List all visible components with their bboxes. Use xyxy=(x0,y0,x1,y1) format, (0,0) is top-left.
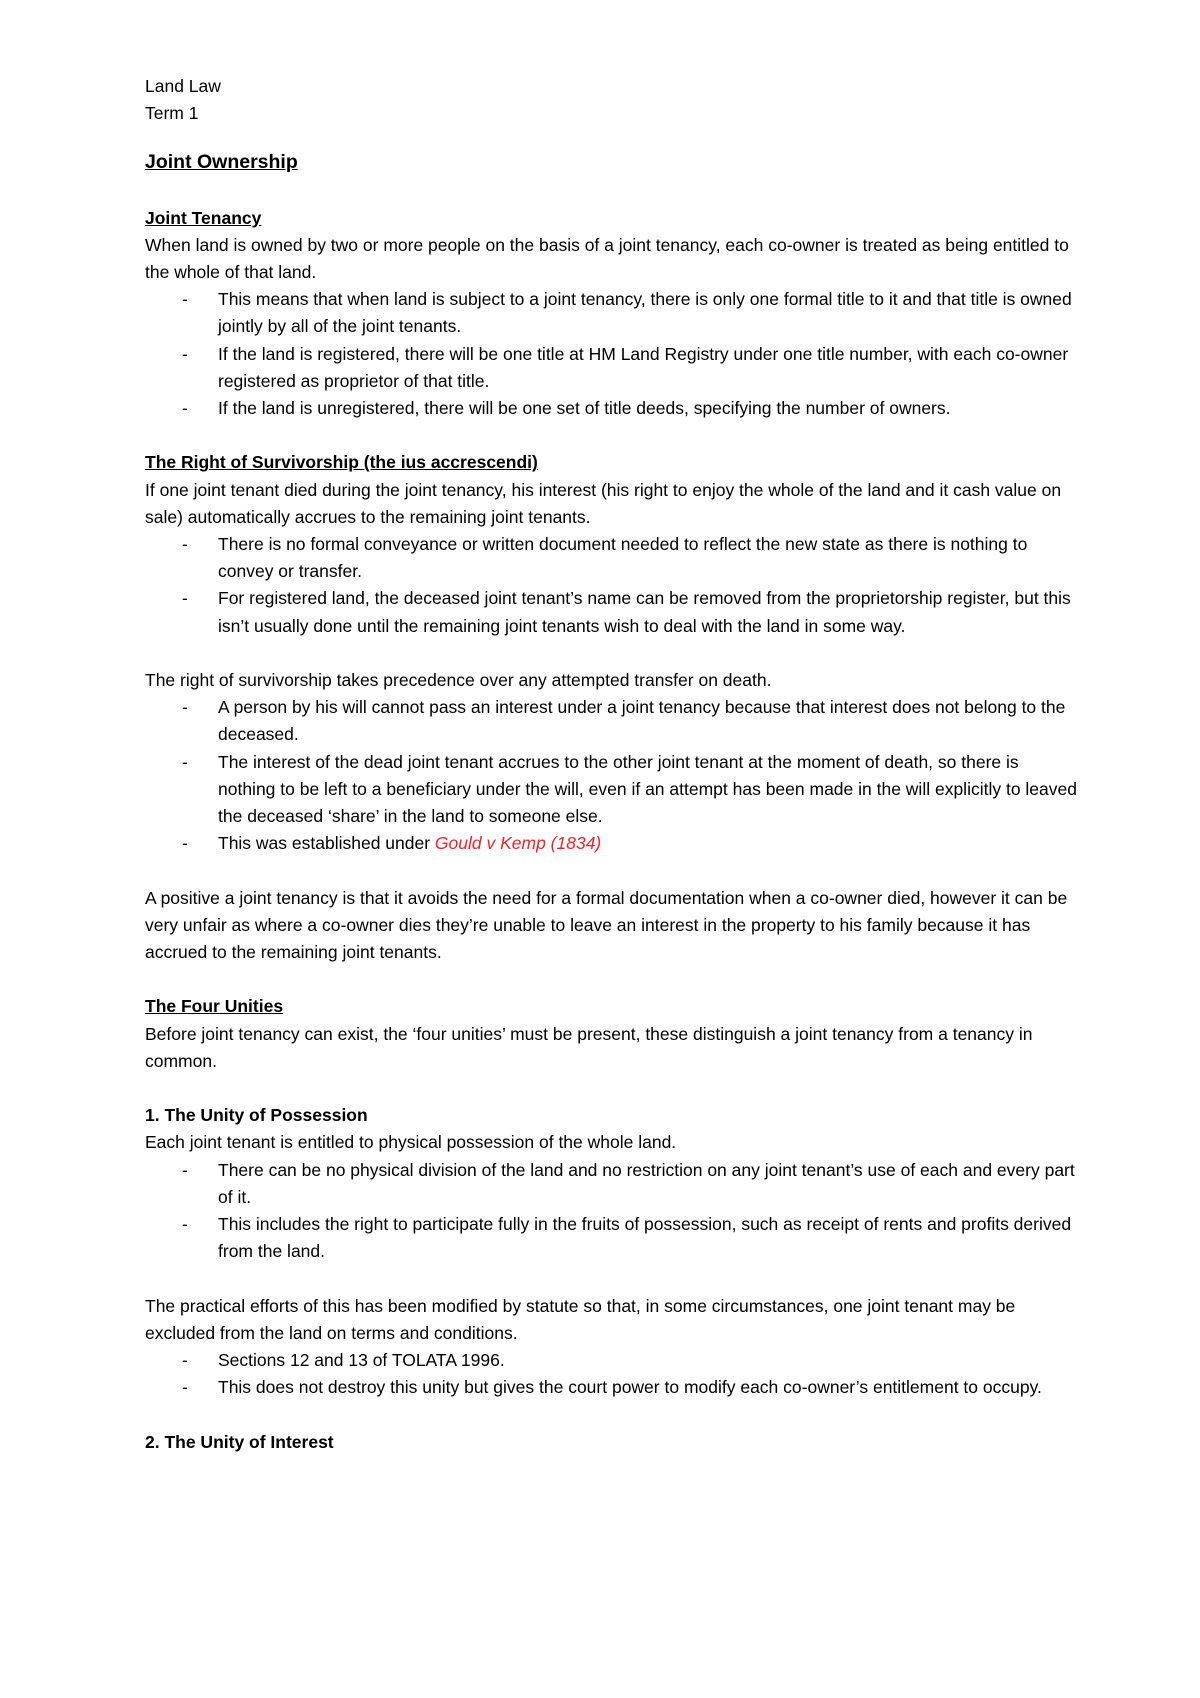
list-item: - If the land is unregistered, there will be one set of title deeds, specifying the number of owners. xyxy=(218,395,1080,422)
section-heading-four-unities: The Four Unities xyxy=(145,996,284,1017)
sub-heading-unity-possession: 1. The Unity of Possession xyxy=(145,1105,368,1126)
list-item: - There is no formal conveyance or written document needed to reflect the new state as there is nothing to convey or transfer. xyxy=(218,531,1080,585)
spacer xyxy=(145,966,1080,993)
list-item: - This does not destroy this unity but gives the court power to modify each co-owner’s entitlement to occupy. xyxy=(218,1374,1080,1401)
spacer xyxy=(145,857,1080,884)
spacer xyxy=(145,640,1080,667)
paragraph-unity-possession-intro: Each joint tenant is entitled to physical possession of the whole land. xyxy=(145,1132,677,1153)
list-item: - This means that when land is subject to a joint tenancy, there is only one formal title to it and that title is owned jointly by all of the joint tenants. xyxy=(218,286,1080,340)
paragraph-joint-tenancy-intro: When land is owned by two or more people on the basis of a joint tenancy, each co-owner is treated as being entitled to the whole of that land. xyxy=(145,234,1069,282)
case-reference-gould-v-kemp: Gould v Kemp (1834) xyxy=(434,833,602,854)
list-item: - This includes the right to participate fully in the fruits of possession, such as receipt of rents and profits derived from the land. xyxy=(218,1211,1080,1265)
bullet-list-unity-possession xyxy=(145,1157,1080,1266)
section-heading-joint-tenancy: Joint Tenancy xyxy=(145,207,262,228)
paragraph-four-unities-intro: Before joint tenancy can exist, the ‘four unities’ must be present, these distinguish a joint tenancy from a tenancy in common. xyxy=(145,1023,1033,1071)
list-item: - For registered land, the deceased joint tenant’s name can be removed from the proprietorship register, but this isn’t usually done until the remaining joint tenants wish to deal with the land in some way. xyxy=(218,585,1080,639)
term-label: Term 1 xyxy=(145,103,199,124)
spacer xyxy=(145,1401,1080,1428)
paragraph-statute: The practical efforts of this has been modified by statute so that, in some circumstances, one joint tenant may be excluded from the land on terms and conditions. xyxy=(145,1295,1016,1343)
course-name: Land Law xyxy=(145,76,221,96)
bullet-list-survivorship xyxy=(145,531,1080,640)
list-item: - Sections 12 and 13 of TOLATA 1996. xyxy=(218,1347,1080,1374)
bullet-list-precedence xyxy=(145,694,1080,857)
bullet-list-statute xyxy=(145,1347,1080,1401)
list-item: - The interest of the dead joint tenant accrues to the other joint tenant at the moment of death, so there is nothing to be left to a beneficiary under the will, even if an attempt has been made in the will explicitly to leaved the deceased ‘share’ in the land to someone else. xyxy=(218,749,1080,831)
paragraph-survivorship-precedence: The right of survivorship takes precedence over any attempted transfer on death. xyxy=(145,670,772,691)
spacer xyxy=(145,177,1080,204)
bullet-list-joint-tenancy xyxy=(145,286,1080,422)
sub-heading-unity-interest: 2. The Unity of Interest xyxy=(145,1431,334,1452)
list-item: - There can be no physical division of the land and no restriction on any joint tenant’s use of each and every part of it. xyxy=(218,1157,1080,1211)
spacer xyxy=(145,1265,1080,1292)
paragraph-survivorship-intro: If one joint tenant died during the joint tenancy, his interest (his right to enjoy the whole of the land and it cash value on sale) automatically accrues to the remaining joint tenants. xyxy=(145,479,1062,527)
section-heading-survivorship: The Right of Survivorship (the ius accrescendi) xyxy=(145,452,538,473)
paragraph-positive: A positive a joint tenancy is that it avoids the need for a formal documentation when a co-owner died, however it can be very unfair as where a co-owner dies they’re unable to leave an interest in the property to his family because it has accrued to the remaining joint tenants. xyxy=(145,887,1068,963)
document-title: Joint Ownership xyxy=(145,151,298,174)
spacer xyxy=(145,422,1080,449)
list-item: - If the land is registered, there will be one title at HM Land Registry under one title number, with each co-owner registered as proprietor of that title. xyxy=(218,341,1080,395)
spacer xyxy=(145,1075,1080,1102)
list-item xyxy=(218,830,1080,857)
established-prefix: This was established under xyxy=(218,833,435,854)
list-item: - A person by his will cannot pass an interest under a joint tenancy because that interest does not belong to the deceased. xyxy=(218,694,1080,748)
